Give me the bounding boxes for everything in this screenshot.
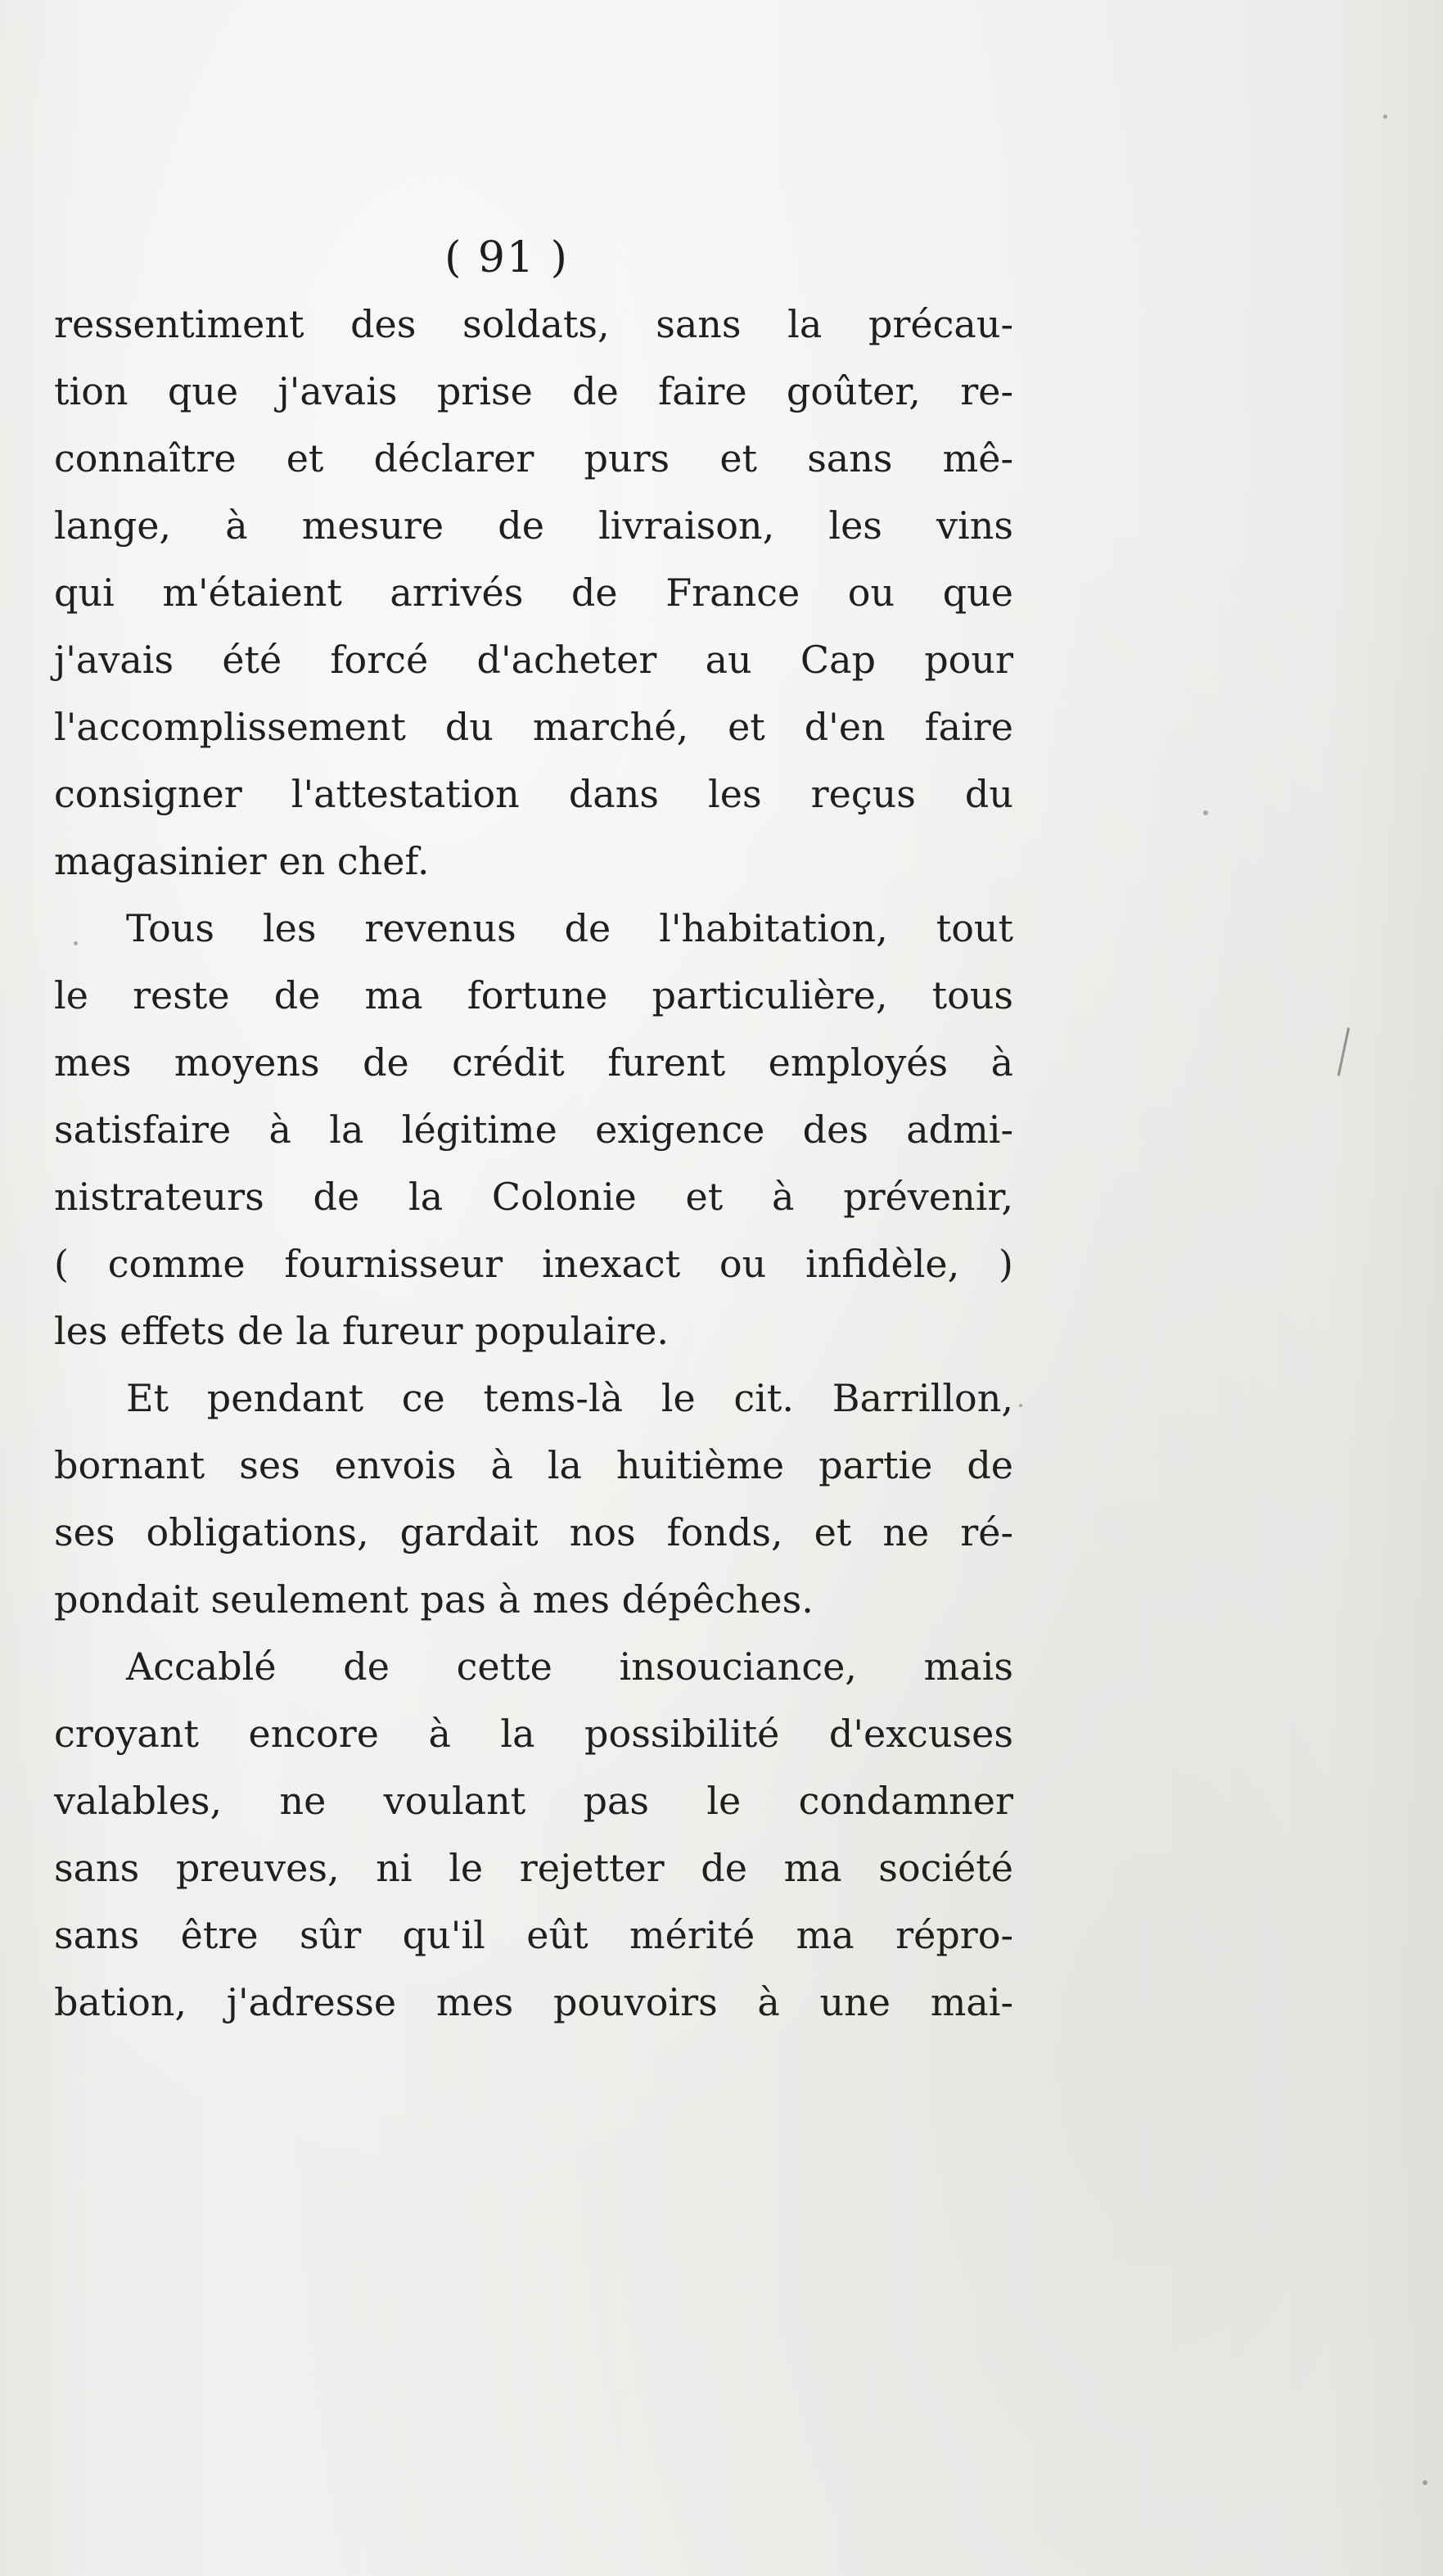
text-line: les effets de la fureur populaire. bbox=[54, 1309, 670, 1353]
paper-speck bbox=[1383, 115, 1387, 119]
text-line: qui m'étaient arrivés de France ou que bbox=[54, 571, 1013, 615]
text-line: j'avais été forcé d'acheter au Cap pour bbox=[54, 638, 1013, 682]
text-line: valables, ne voulant pas le condamner bbox=[54, 1779, 1013, 1823]
text-line: pondait seulement pas à mes dépêches. bbox=[54, 1577, 814, 1622]
paper-speck bbox=[1203, 810, 1208, 815]
text-line: bornant ses envois à la huitième partie de bbox=[54, 1443, 1013, 1487]
text-line: ses obligations, gardait nos fonds, et ne ré- bbox=[54, 1510, 1013, 1554]
pencil-mark bbox=[1337, 1027, 1350, 1076]
text-line: consigner l'attestation dans les reçus du bbox=[54, 772, 1013, 816]
text-line: magasinier en chef. bbox=[54, 839, 430, 883]
text-line: tion que j'avais prise de faire goûter, re- bbox=[54, 369, 1013, 413]
text-line: connaître et déclarer purs et sans mê- bbox=[54, 436, 1013, 480]
paper-speck bbox=[74, 941, 78, 945]
paper-speck bbox=[1423, 2480, 1427, 2485]
text-line: ( comme fournisseur inexact ou infidèle, ) bbox=[54, 1242, 1013, 1286]
text-line: l'accomplissement du marché, et d'en faire bbox=[54, 705, 1013, 749]
text-line: Tous les revenus de l'habitation, tout bbox=[126, 906, 1013, 950]
text-line: nistrateurs de la Colonie et à prévenir, bbox=[54, 1175, 1013, 1219]
text-line: bation, j'adresse mes pouvoirs à une mai- bbox=[54, 1980, 1013, 2024]
text-line: le reste de ma fortune particulière, tous bbox=[54, 973, 1013, 1017]
text-line: Et pendant ce tems-là le cit. Barrillon, bbox=[126, 1376, 1013, 1420]
paper-speck bbox=[1019, 1404, 1022, 1407]
text-line: mes moyens de crédit furent employés à bbox=[54, 1040, 1013, 1085]
page-number: ( 91 ) bbox=[444, 233, 569, 282]
text-line: ressentiment des soldats, sans la précau- bbox=[54, 302, 1013, 346]
text-line: sans être sûr qu'il eût mérité ma répro- bbox=[54, 1913, 1013, 1957]
text-line: croyant encore à la possibilité d'excuses bbox=[54, 1712, 1013, 1756]
body-text bbox=[54, 291, 1013, 2036]
text-line: sans preuves, ni le rejetter de ma société bbox=[54, 1846, 1013, 1890]
text-line: satisfaire à la légitime exigence des admi- bbox=[54, 1108, 1013, 1152]
text-line: Accablé de cette insouciance, mais bbox=[126, 1644, 1013, 1689]
text-line: lange, à mesure de livraison, les vins bbox=[54, 503, 1013, 548]
